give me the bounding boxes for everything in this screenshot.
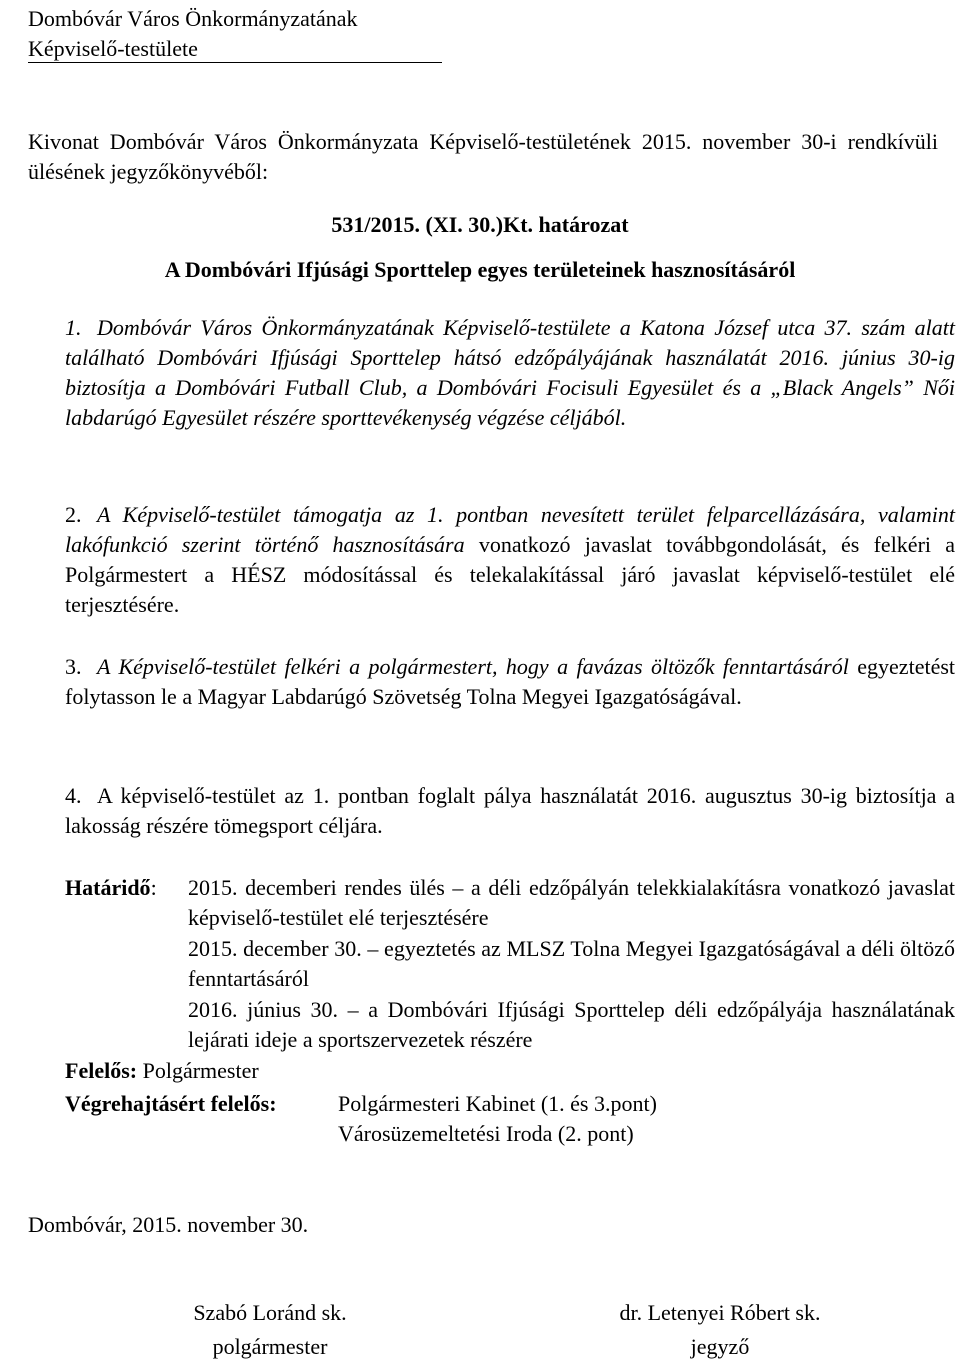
item-number: 3. [65, 654, 82, 679]
responsible-label: Felelős: [65, 1058, 138, 1083]
resolution-item-1 [65, 313, 955, 433]
signatory-name: dr. Letenyei Róbert sk. [619, 1300, 821, 1325]
issuer-body: Képviselő-testülete [28, 36, 198, 61]
execution-unit: Polgármesteri Kabinet (1. és 3.pont) [338, 1091, 657, 1116]
item-text: egyeztetést folytasson le a Magyar Labdarúgó Szövetség Tolna Megyei Igazgatóságával. [65, 654, 956, 709]
item-text-italic: A Képviselő-testület felkéri a polgármestert, hogy a favázas öltözők fenntartásáról [97, 654, 849, 679]
signature-mayor [140, 1296, 400, 1364]
signatory-name: Szabó Loránd sk. [193, 1300, 347, 1325]
signatory-title: polgármester [212, 1334, 328, 1359]
responsible-row [65, 1056, 259, 1086]
issuer-name: Dombóvár Város Önkormányzatának [28, 6, 358, 31]
resolution-item-4 [65, 781, 955, 841]
item-text: A képviselő-testület az 1. pontban foglalt pálya használatát 2016. augusztus 30-ig biztosítja a lakosság részére tömegsport céljára. [65, 783, 955, 838]
deadline-entry: 2015. decemberi rendes ülés – a déli edzőpályán telekkialakításra vonatkozó javaslat képviselő-testület elé terjesztésére [188, 875, 955, 930]
resolution-subject: A Dombóvári Ifjúsági Sporttelep egyes területeinek hasznosításáról [164, 257, 796, 282]
extract-intro: Kivonat Dombóvár Város Önkormányzata Képviselő-testületének 2015. november 30-i rendkívüli ülésének jegyzőkönyvéből: [28, 129, 938, 184]
resolution-item-3 [65, 652, 955, 712]
signature-notary [560, 1296, 880, 1364]
issuer-block [28, 4, 358, 64]
deadline-label-row: Határidő: [65, 875, 157, 900]
execution-label: Végrehajtásért felelős: [65, 1091, 277, 1116]
item-text: vonatkozó javaslat továbbgondolását, és felkéri a Polgármestert a HÉSZ módosítással és telekalakítással járó javaslat képviselő-testület elé terjesztésére. [65, 532, 956, 617]
resolution-number: 531/2015. (XI. 30.)Kt. határozat [331, 212, 629, 237]
resolution-item-2 [65, 500, 955, 620]
deadline-label: Határidő [65, 875, 151, 900]
item-text: Dombóvár Város Önkormányzatának Képviselő-testülete a Katona József utca 37. szám alatt található Dombóvári Ifjúsági Sporttelep hátsó edzőpályájának használatát 2016. június 30-ig biztosítja a Dombóvári Futball Club, a Dombóvári Focisuli Egyesület és a „Black Angels” Női labdarúgó Egyesület részére sporttevékenység végzése céljából. [65, 315, 955, 430]
header-divider [28, 62, 442, 63]
deadline-entry: 2016. június 30. – a Dombóvári Ifjúsági Sporttelep déli edzőpályája használatának lejárati ideje a sportszervezetek részére [188, 997, 955, 1052]
item-number: 2. [65, 502, 82, 527]
item-number: 1. [65, 315, 82, 340]
responsible-value: Polgármester [142, 1058, 259, 1083]
deadline-entry: 2015. december 30. – egyeztetés az MLSZ Tolna Megyei Igazgatóságával a déli öltöző fenntartásáról [188, 936, 955, 991]
signatory-title: jegyző [690, 1334, 750, 1359]
place-date: Dombóvár, 2015. november 30. [28, 1212, 309, 1237]
execution-unit: Városüzemeltetési Iroda (2. pont) [338, 1121, 634, 1146]
item-text-italic: A Képviselő-testület támogatja az 1. pontban nevesített terület felparcellázására, valamint lakófunkció szerint történő hasznosítására [65, 502, 955, 557]
item-number: 4. [65, 783, 82, 808]
execution-units [338, 1089, 657, 1149]
